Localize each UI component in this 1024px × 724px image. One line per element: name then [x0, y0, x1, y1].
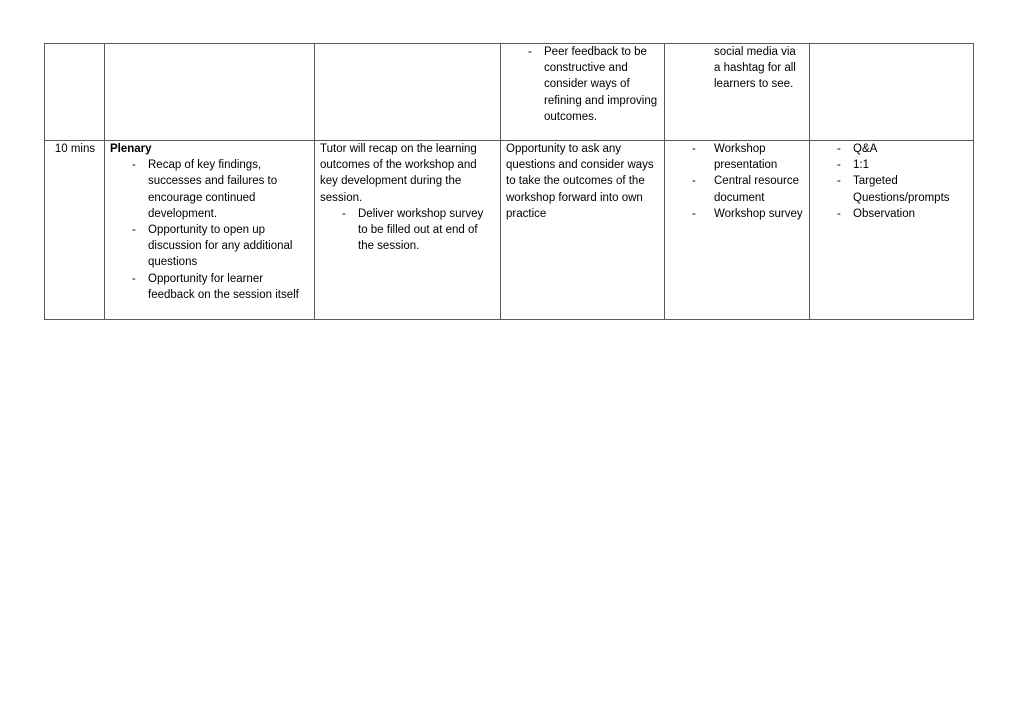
table-row-continuation: [45, 44, 974, 141]
learner-activity-cell: [501, 141, 665, 320]
list-item: - Q&A: [815, 141, 969, 157]
list-item: - Targeted Questions/prompts: [815, 173, 969, 205]
content-cell-empty: [105, 44, 315, 141]
learner-text: Opportunity to ask any questions and consider ways to take the outcomes of the workshop forward into own practice: [506, 143, 654, 220]
tutor-list: [320, 206, 496, 255]
learner-activity-cell: [501, 44, 665, 141]
tutor-text: Tutor will recap on the learning outcomes of the workshop and key development during the session.: [320, 143, 477, 204]
list-item: - Observation: [815, 206, 969, 222]
list-item: - Deliver workshop survey to be filled out at end of the session.: [320, 206, 496, 255]
table-row-plenary: [45, 141, 974, 320]
list-item: - Opportunity to open up discussion for any additional questions: [110, 222, 310, 271]
list-item: - Central resource document: [670, 173, 805, 205]
activity-list: [506, 44, 660, 125]
section-heading: Plenary: [110, 143, 152, 155]
content-list: [110, 157, 310, 303]
list-item: - Peer feedback to be constructive and consider ways of refining and improving outcomes.: [506, 44, 660, 125]
assessment-list: [815, 141, 969, 222]
resource-text: social media via a hashtag for all learners to see.: [714, 46, 796, 91]
resources-cell: [665, 141, 810, 320]
tutor-activity-cell: [315, 141, 501, 320]
time-cell: 10 mins: [45, 141, 105, 320]
lesson-plan-table: [44, 43, 974, 320]
assessment-cell-empty: [810, 44, 974, 141]
list-item: - Workshop survey: [670, 206, 805, 222]
resources-cell: [665, 44, 810, 141]
resources-list: [670, 141, 805, 222]
list-item: - Workshop presentation: [670, 141, 805, 173]
assessment-cell: [810, 141, 974, 320]
content-cell: [105, 141, 315, 320]
list-item: - Recap of key findings, successes and failures to encourage continued development.: [110, 157, 310, 222]
tutor-cell-empty: [315, 44, 501, 141]
list-item: - Opportunity for learner feedback on the session itself: [110, 271, 310, 303]
time-cell-empty: [45, 44, 105, 141]
list-item: - 1:1: [815, 157, 969, 173]
